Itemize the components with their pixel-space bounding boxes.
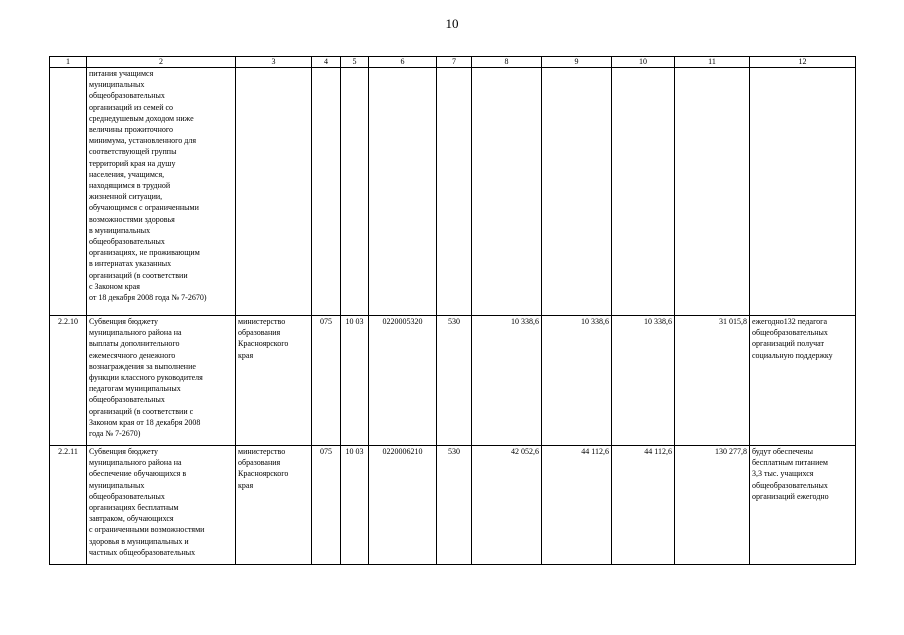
row-csr: 0220006210 [369, 446, 437, 565]
row-vr [437, 68, 472, 316]
column-header: 6 [369, 57, 437, 68]
column-header: 4 [312, 57, 341, 68]
row-year2 [542, 68, 612, 316]
table-row [50, 446, 856, 565]
row-year3: 44 112,6 [612, 446, 675, 565]
row-description: Субвенция бюджету муниципального района на обеспечение обучающихся в муниципальных общеобразовательных организациях бесплатным завтраком, обучающихся с ограниченными возможностями здоровья в муниципальных и частных общеобразовательных [87, 446, 236, 565]
row-total: 31 015,8 [675, 316, 750, 446]
row-year3 [612, 68, 675, 316]
row-year2: 44 112,6 [542, 446, 612, 565]
row-total: 130 277,8 [675, 446, 750, 565]
row-result: ежегодно132 педагога общеобразовательных организаций получат социальную поддержку [750, 316, 856, 446]
row-vr: 530 [437, 446, 472, 565]
column-header: 10 [612, 57, 675, 68]
row-rzpr [341, 68, 369, 316]
table-row [50, 68, 856, 316]
row-executor: министерство образования Красноярского края [236, 316, 312, 446]
row-rzpr: 10 03 [341, 446, 369, 565]
row-year3: 10 338,6 [612, 316, 675, 446]
row-number [50, 68, 87, 316]
row-year1: 42 052,6 [472, 446, 542, 565]
row-executor: министерство образования Красноярского края [236, 446, 312, 565]
column-header: 7 [437, 57, 472, 68]
row-number: 2.2.10 [50, 316, 87, 446]
column-header: 11 [675, 57, 750, 68]
row-vr: 530 [437, 316, 472, 446]
row-year1 [472, 68, 542, 316]
table-row [50, 316, 856, 446]
row-executor [236, 68, 312, 316]
row-year1: 10 338,6 [472, 316, 542, 446]
row-rzpr: 10 03 [341, 316, 369, 446]
row-grbs [312, 68, 341, 316]
row-grbs: 075 [312, 446, 341, 565]
column-header: 1 [50, 57, 87, 68]
row-grbs: 075 [312, 316, 341, 446]
row-total [675, 68, 750, 316]
row-number: 2.2.11 [50, 446, 87, 565]
row-description: питания учащимся муниципальных общеобразовательных организаций из семей со среднедушевым доходом ниже величины прожиточного минимума, установленного для соответствующей группы территорий края на душу населения, учащимся, находящимся в трудной жизненной ситуации, обучающимся с ограниченными возможностями здоровья в муниципальных общеобразовательных организациях, не проживающим в интернатах указанных организаций (в соответствии с Законом края от 18 декабря 2008 года № 7-2670) [87, 68, 236, 316]
row-result [750, 68, 856, 316]
row-year2: 10 338,6 [542, 316, 612, 446]
column-header: 8 [472, 57, 542, 68]
row-csr [369, 68, 437, 316]
page-number: 10 [445, 16, 459, 31]
column-header: 5 [341, 57, 369, 68]
row-description: Субвенция бюджету муниципального района на выплаты дополнительного ежемесячного денежного вознаграждения за выполнение функции классного руководителя педагогам муниципальных общеобразовательных организаций (в соответствии с Законом края от 18 декабря 2008 года № 7-2670) [87, 316, 236, 446]
column-header: 12 [750, 57, 856, 68]
column-header: 3 [236, 57, 312, 68]
row-csr: 0220005320 [369, 316, 437, 446]
column-number-row [50, 57, 856, 68]
column-header: 2 [87, 57, 236, 68]
column-header: 9 [542, 57, 612, 68]
row-result: будут обеспечены бесплатным питанием 3,3 тыс. учащихся общеобразовательных организаций ежегодно [750, 446, 856, 565]
budget-table [49, 56, 856, 565]
